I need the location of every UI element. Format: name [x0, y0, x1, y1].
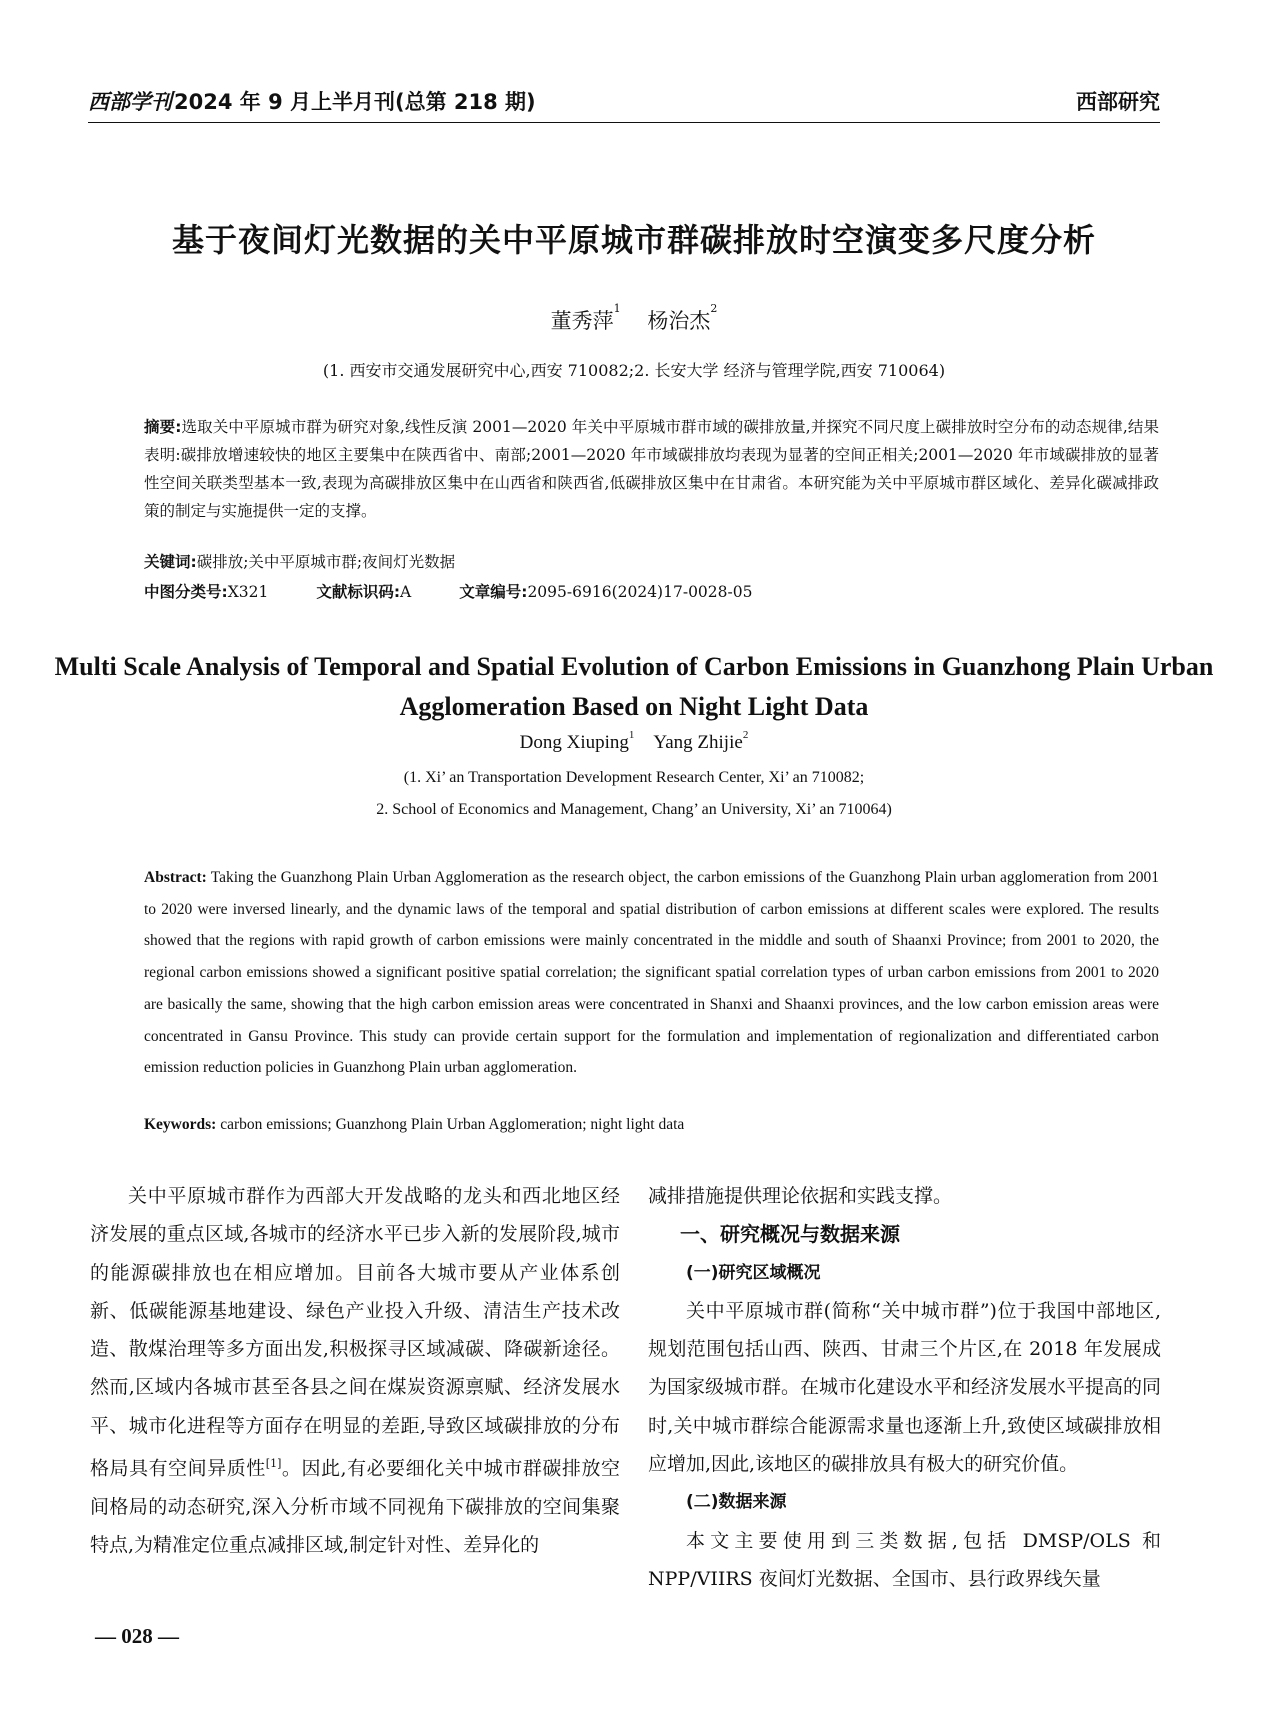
page-number: — 028 —	[95, 1624, 179, 1648]
subsection-heading: (二)数据来源	[686, 1492, 787, 1513]
author-name: Yang Zhijie	[653, 732, 743, 753]
article-no-value: 2095-6916(2024)17-0028-05	[527, 583, 753, 601]
paper-title-cn: 基于夜间灯光数据的关中平原城市群碳排放时空演变多尺度分析	[171, 221, 1096, 259]
abstract-text: 选取关中平原城市群为研究对象,线性反演 2001—2020 年关中平原城市群市域的碳排放量,并探究不同尺度上碳排放时空分布的动态规律,结果表明:碳排放增速较快的地区主要集中在陕西省中、南部;2001—2020 年市域碳排放均表现为显著的空间正相关;2001—2020 年市域碳排放的显著性空间关联类型基本一致,表现为高碳排放区集中在山西省和陕西省,低碳排放区集中在甘肃省。本研究能为关中平原城市群区域化、差异化碳减排政策的制定与实施提供一定的支撑。	[144, 418, 1159, 520]
abstract-text: Taking the Guanzhong Plain Urban Agglomeration as the research object, the carbon emissions of the Guanzhong Plain urban agglomeration from 2001 to 2020 were inversed linearly, and the dynamic laws of the temporal and spatial distribution of carbon emissions at different scales were explored. The results showed that the regions with rapid growth of carbon emissions were mainly concentrated in the middle and south of Shaanxi Province; from 2001 to 2020, the regional carbon emissions showed a significant positive spatial correlation; the significant spatial correlation types of urban carbon emissions from 2001 to 2020 are basically the same, showing that the high carbon emission areas were concentrated in Shanxi and Shaanxi provinces, and the low carbon emission areas were concentrated in Gansu Province. This study can provide certain support for the formulation and implementation of regionalization and differentiated carbon emission reduction policies in Guanzhong Plain urban agglomeration.	[144, 869, 1159, 1077]
body-paragraph-cont: 。因此,有必要细化关中城市群碳排放空间格局的动态研究,深入分析市域不同视角下碳排放的空间集聚特点,为精准定位重点减排区域,制定针对性、差异化的	[90, 1457, 620, 1556]
clc-value: X321	[227, 583, 269, 601]
citation-ref: [1]	[265, 1457, 282, 1471]
authors-en	[0, 729, 1268, 754]
author-name: 杨治杰	[647, 309, 711, 333]
keywords-text: 碳排放;关中平原城市群;夜间灯光数据	[196, 553, 456, 571]
body-column-left	[90, 1177, 620, 1564]
doc-code-label: 文献标识码:	[316, 583, 401, 601]
body-paragraph-cont: 减排措施提供理论依据和实践支撑。	[648, 1185, 953, 1207]
abstract-label: 摘要:	[144, 418, 182, 436]
header-rule	[88, 122, 1160, 123]
author-affil-mark: 2	[710, 302, 718, 315]
doc-code-value: A	[400, 583, 412, 601]
keywords-cn	[144, 550, 455, 572]
keywords-text: carbon emissions; Guanzhong Plain Urban Agglomeration; night light data	[220, 1116, 685, 1133]
author-affil-mark: 1	[613, 302, 621, 315]
keywords-en	[144, 1116, 684, 1134]
body-column-right	[648, 1177, 1161, 1598]
abstract-cn	[144, 413, 1159, 525]
subsection-heading: (一)研究区域概况	[686, 1262, 821, 1283]
section-name: 西部研究	[1076, 90, 1160, 114]
abstract-label: Abstract:	[144, 869, 207, 886]
body-paragraph: 关中平原城市群作为西部大开发战略的龙头和西北地区经济发展的重点区域,各城市的经济水平已步入新的发展阶段,城市的能源碳排放也在相应增加。目前各大城市要从产业体系创新、低碳能源基地建设、绿色产业投入升级、清洁生产技术改造、散煤治理等多方面出发,积极探寻区域减碳、降碳新途径。然而,区域内各城市甚至各县之间在煤炭资源禀赋、经济发展水平、城市化进程等方面存在明显的差距,导致区域碳排放的分布格局具有空间异质性	[90, 1185, 620, 1480]
article-no-label: 文章编号:	[459, 583, 528, 601]
abstract-en	[144, 862, 1159, 1084]
classification-line	[144, 580, 752, 602]
keywords-label: Keywords:	[144, 1116, 217, 1133]
affiliation-en-line2: 2. School of Economics and Management, Chang’ an University, Xi’ an 710064)	[376, 801, 892, 818]
author-affil-mark: 1	[628, 729, 635, 741]
authors-cn	[0, 302, 1268, 335]
affiliation-en-line1: (1. Xi’ an Transportation Development Research Center, Xi’ an 710082;	[403, 769, 865, 786]
paper-title-en: Multi Scale Analysis of Temporal and Spatial Evolution of Carbon Emissions in Guanzhong Plain Urban Agglomeration Based on Night Light Data	[54, 652, 1214, 721]
section-heading: 一、研究概况与数据来源	[680, 1222, 900, 1247]
keywords-label: 关键词:	[144, 553, 197, 571]
author-name: Dong Xiuping	[519, 732, 629, 753]
journal-brand: 西部学刊	[88, 89, 172, 114]
author-name: 董秀萍	[550, 309, 614, 333]
journal-issue: 2024 年 9 月上半月刊(总第 218 期)	[174, 90, 536, 114]
affiliation-cn: (1. 西安市交通发展研究中心,西安 710082;2. 长安大学 经济与管理学院,西安 710064)	[322, 361, 946, 380]
running-header-left	[88, 86, 536, 116]
body-paragraph: 本文主要使用到三类数据,包括 DMSP/OLS 和 NPP/VIIRS 夜间灯光数据、全国市、县行政界线矢量	[648, 1529, 1161, 1590]
body-paragraph: 关中平原城市群(简称“关中城市群”)位于我国中部地区,规划范围包括山西、陕西、甘肃三个片区,在 2018 年发展成为国家级城市群。在城市化建设水平和经济发展水平提高的同时,关中城市群综合能源需求量也逐渐上升,致使区域碳排放相应增加,因此,该地区的碳排放具有极大的研究价值。	[648, 1299, 1162, 1476]
clc-label: 中图分类号:	[144, 583, 228, 601]
author-affil-mark: 2	[742, 729, 749, 741]
